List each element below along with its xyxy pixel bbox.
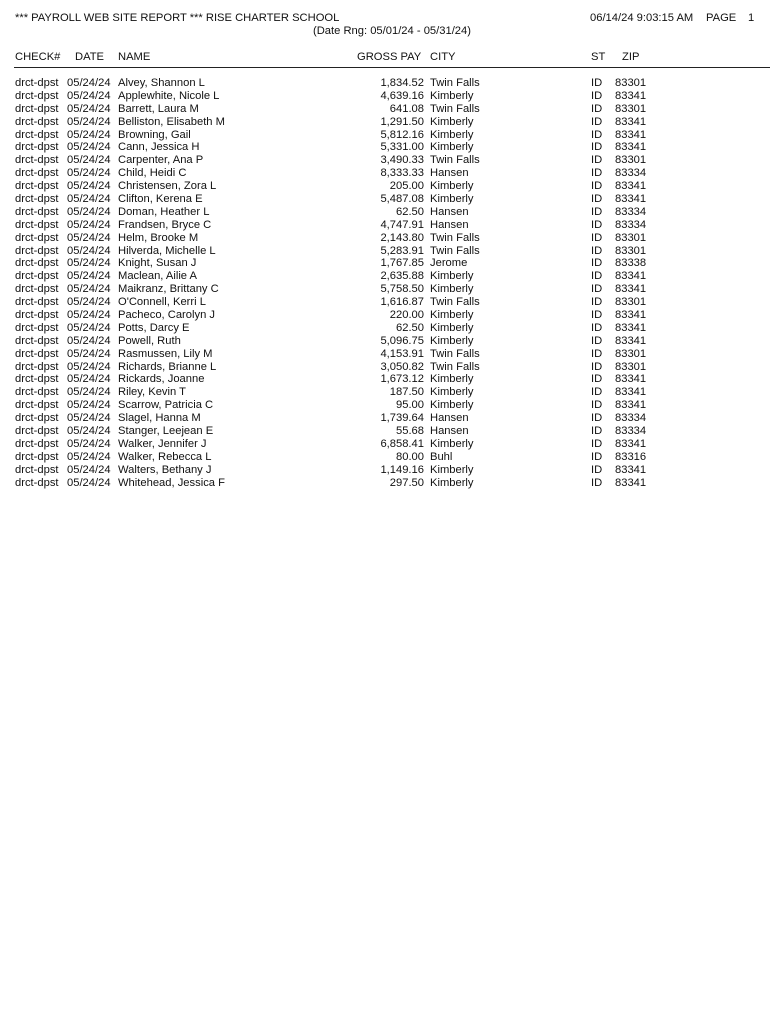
gross-pay: 62.50 [396, 205, 424, 218]
check-type: drct-dpst [15, 244, 59, 257]
table-row [0, 373, 770, 386]
column-header-date: DATE [75, 51, 105, 63]
city: Kimberly [430, 115, 474, 128]
state: ID [591, 128, 603, 141]
state: ID [591, 115, 603, 128]
state: ID [591, 425, 603, 438]
table-row [0, 386, 770, 399]
city: Kimberly [430, 373, 474, 386]
employee-name: Christensen, Zora L [118, 180, 217, 193]
check-type: drct-dpst [15, 102, 59, 115]
check-type: drct-dpst [15, 193, 59, 206]
state: ID [591, 334, 603, 347]
city: Kimberly [430, 180, 474, 193]
employee-name: Cann, Jessica H [118, 141, 200, 154]
check-type: drct-dpst [15, 167, 59, 180]
zip-code: 83341 [615, 386, 647, 399]
table-row [0, 309, 770, 322]
check-type: drct-dpst [15, 309, 59, 322]
table-row [0, 77, 770, 90]
column-header-name: NAME [118, 51, 151, 63]
check-date: 05/24/24 [67, 386, 111, 399]
gross-pay: 5,331.00 [380, 141, 424, 154]
column-header-check: CHECK# [15, 51, 61, 63]
state: ID [591, 102, 603, 115]
check-type: drct-dpst [15, 437, 59, 450]
employee-name: Rickards, Joanne [118, 373, 205, 386]
check-type: drct-dpst [15, 141, 59, 154]
gross-pay: 5,812.16 [380, 128, 424, 141]
city: Twin Falls [430, 244, 480, 257]
table-row [0, 154, 770, 167]
gross-pay: 187.50 [389, 386, 424, 399]
state: ID [591, 141, 603, 154]
gross-pay: 1,291.50 [380, 115, 424, 128]
city: Hansen [430, 167, 469, 180]
employee-name: Stanger, Leejean E [118, 425, 214, 438]
state: ID [591, 360, 603, 373]
check-type: drct-dpst [15, 115, 59, 128]
gross-pay: 1,767.85 [380, 257, 424, 270]
table-row [0, 206, 770, 219]
zip-code: 83334 [615, 412, 647, 425]
employee-name: Alvey, Shannon L [118, 77, 205, 89]
zip-code: 83301 [615, 347, 647, 360]
employee-name: Walker, Rebecca L [118, 450, 212, 463]
table-row [0, 348, 770, 361]
table-row [0, 193, 770, 206]
city: Kimberly [430, 89, 474, 102]
table-row [0, 167, 770, 180]
gross-pay: 3,490.33 [380, 154, 424, 167]
gross-pay: 205.00 [389, 180, 424, 193]
table-row [0, 129, 770, 142]
zip-code: 83341 [615, 437, 647, 450]
table-row [0, 141, 770, 154]
employee-name: Powell, Ruth [118, 334, 181, 347]
gross-pay: 6,858.41 [380, 437, 424, 450]
gross-pay: 1,673.12 [380, 373, 424, 386]
column-header-zip: ZIP [622, 51, 640, 63]
state: ID [591, 373, 603, 386]
state: ID [591, 257, 603, 270]
city: Kimberly [430, 437, 474, 450]
report-title: *** PAYROLL WEB SITE REPORT *** RISE CHARTER SCHOOL [15, 12, 340, 24]
check-date: 05/24/24 [67, 167, 111, 180]
check-date: 05/24/24 [67, 205, 111, 218]
check-date: 05/24/24 [67, 412, 111, 425]
zip-code: 83301 [615, 296, 647, 309]
table-row [0, 451, 770, 464]
city: Kimberly [430, 476, 474, 489]
check-type: drct-dpst [15, 154, 59, 167]
table-row [0, 232, 770, 245]
state: ID [591, 244, 603, 257]
employee-name: Belliston, Elisabeth M [118, 115, 225, 128]
table-row [0, 90, 770, 103]
zip-code: 83341 [615, 141, 647, 154]
state: ID [591, 321, 603, 334]
column-header-state: ST [591, 51, 606, 63]
state: ID [591, 205, 603, 218]
gross-pay: 5,758.50 [380, 283, 424, 296]
check-type: drct-dpst [15, 360, 59, 373]
employee-name: Helm, Brooke M [118, 231, 199, 244]
check-type: drct-dpst [15, 412, 59, 425]
check-date: 05/24/24 [67, 450, 111, 463]
check-date: 05/24/24 [67, 360, 111, 373]
city: Kimberly [430, 270, 474, 283]
table-row [0, 283, 770, 296]
city: Kimberly [430, 334, 474, 347]
report-date-range: (Date Rng: 05/01/24 - 05/31/24) [313, 25, 471, 37]
check-date: 05/24/24 [67, 141, 111, 154]
check-type: drct-dpst [15, 373, 59, 386]
check-date: 05/24/24 [67, 244, 111, 257]
zip-code: 83334 [615, 425, 647, 438]
zip-code: 83301 [615, 231, 647, 244]
state: ID [591, 77, 603, 89]
gross-pay: 5,096.75 [380, 334, 424, 347]
check-type: drct-dpst [15, 321, 59, 334]
employee-name: Potts, Darcy E [118, 321, 190, 334]
check-date: 05/24/24 [67, 128, 111, 141]
city: Hansen [430, 218, 469, 231]
check-date: 05/24/24 [67, 218, 111, 231]
check-date: 05/24/24 [67, 193, 111, 206]
zip-code: 83341 [615, 180, 647, 193]
check-date: 05/24/24 [67, 321, 111, 334]
check-type: drct-dpst [15, 128, 59, 141]
city: Hansen [430, 205, 469, 218]
check-type: drct-dpst [15, 450, 59, 463]
employee-name: Browning, Gail [118, 128, 191, 141]
employee-name: Child, Heidi C [118, 167, 187, 180]
city: Kimberly [430, 193, 474, 206]
gross-pay: 1,739.64 [380, 412, 424, 425]
city: Twin Falls [430, 102, 480, 115]
table-row [0, 425, 770, 438]
employee-name: Maclean, Ailie A [118, 270, 197, 283]
city: Twin Falls [430, 231, 480, 244]
table-row [0, 180, 770, 193]
zip-code: 83334 [615, 167, 647, 180]
employee-name: Applewhite, Nicole L [118, 89, 220, 102]
state: ID [591, 193, 603, 206]
zip-code: 83341 [615, 128, 647, 141]
employee-name: Rasmussen, Lily M [118, 347, 213, 360]
check-date: 05/24/24 [67, 309, 111, 322]
employee-name: Slagel, Hanna M [118, 412, 201, 425]
check-date: 05/24/24 [67, 115, 111, 128]
table-row [0, 477, 770, 490]
check-date: 05/24/24 [67, 437, 111, 450]
employee-name: Hilverda, Michelle L [118, 244, 216, 257]
city: Hansen [430, 425, 469, 438]
check-date: 05/24/24 [67, 283, 111, 296]
check-date: 05/24/24 [67, 463, 111, 476]
city: Kimberly [430, 309, 474, 322]
gross-pay: 5,283.91 [380, 244, 424, 257]
table-row [0, 103, 770, 116]
gross-pay: 641.08 [389, 102, 424, 115]
employee-name: Maikranz, Brittany C [118, 283, 219, 296]
employee-name: Richards, Brianne L [118, 360, 217, 373]
zip-code: 83316 [615, 450, 647, 463]
table-row [0, 270, 770, 283]
table-row [0, 257, 770, 270]
gross-pay: 4,747.91 [380, 218, 424, 231]
column-header-gross-pay: GROSS PAY [357, 51, 422, 63]
gross-pay: 3,050.82 [380, 360, 424, 373]
gross-pay: 4,153.91 [380, 347, 424, 360]
state: ID [591, 309, 603, 322]
employee-name: Knight, Susan J [118, 257, 197, 270]
check-type: drct-dpst [15, 77, 59, 89]
employee-name: O'Connell, Kerri L [118, 296, 206, 309]
city: Twin Falls [430, 347, 480, 360]
zip-code: 83341 [615, 476, 647, 489]
zip-code: 83301 [615, 102, 647, 115]
zip-code: 83341 [615, 463, 647, 476]
check-type: drct-dpst [15, 180, 59, 193]
table-row [0, 219, 770, 232]
check-type: drct-dpst [15, 205, 59, 218]
city: Twin Falls [430, 296, 480, 309]
state: ID [591, 296, 603, 309]
gross-pay: 55.68 [396, 425, 424, 438]
city: Kimberly [430, 463, 474, 476]
check-date: 05/24/24 [67, 270, 111, 283]
gross-pay: 2,143.80 [380, 231, 424, 244]
employee-name: Riley, Kevin T [118, 386, 186, 399]
city: Kimberly [430, 283, 474, 296]
state: ID [591, 386, 603, 399]
check-date: 05/24/24 [67, 373, 111, 386]
city: Jerome [430, 257, 468, 270]
city: Twin Falls [430, 77, 480, 89]
check-date: 05/24/24 [67, 102, 111, 115]
zip-code: 83341 [615, 321, 647, 334]
check-type: drct-dpst [15, 476, 59, 489]
state: ID [591, 89, 603, 102]
table-row [0, 464, 770, 477]
report-run-datetime: 06/14/24 9:03:15 AM [590, 12, 694, 24]
state: ID [591, 218, 603, 231]
employee-name: Scarrow, Patricia C [118, 399, 214, 412]
check-type: drct-dpst [15, 270, 59, 283]
zip-code: 83338 [615, 257, 647, 270]
check-type: drct-dpst [15, 231, 59, 244]
check-date: 05/24/24 [67, 296, 111, 309]
check-date: 05/24/24 [67, 257, 111, 270]
check-type: drct-dpst [15, 283, 59, 296]
state: ID [591, 283, 603, 296]
state: ID [591, 463, 603, 476]
zip-code: 83341 [615, 193, 647, 206]
gross-pay: 95.00 [396, 399, 424, 412]
zip-code: 83341 [615, 309, 647, 322]
zip-code: 83341 [615, 399, 647, 412]
state: ID [591, 399, 603, 412]
zip-code: 83341 [615, 334, 647, 347]
check-type: drct-dpst [15, 399, 59, 412]
city: Kimberly [430, 386, 474, 399]
table-row [0, 438, 770, 451]
state: ID [591, 167, 603, 180]
gross-pay: 1,834.52 [380, 77, 424, 89]
city: Kimberly [430, 141, 474, 154]
state: ID [591, 180, 603, 193]
employee-name: Walker, Jennifer J [118, 437, 207, 450]
city: Buhl [430, 450, 453, 463]
table-row [0, 335, 770, 348]
gross-pay: 8,333.33 [380, 167, 424, 180]
gross-pay: 4,639.16 [380, 89, 424, 102]
check-date: 05/24/24 [67, 425, 111, 438]
city: Twin Falls [430, 360, 480, 373]
gross-pay: 1,616.87 [380, 296, 424, 309]
state: ID [591, 154, 603, 167]
gross-pay: 5,487.08 [380, 193, 424, 206]
employee-name: Doman, Heather L [118, 205, 210, 218]
employee-name: Barrett, Laura M [118, 102, 199, 115]
city: Hansen [430, 412, 469, 425]
check-date: 05/24/24 [67, 231, 111, 244]
check-date: 05/24/24 [67, 334, 111, 347]
check-type: drct-dpst [15, 386, 59, 399]
check-date: 05/24/24 [67, 154, 111, 167]
check-date: 05/24/24 [67, 476, 111, 489]
zip-code: 83341 [615, 270, 647, 283]
table-row [0, 296, 770, 309]
employee-name: Carpenter, Ana P [118, 154, 204, 167]
employee-name: Pacheco, Carolyn J [118, 309, 216, 322]
check-type: drct-dpst [15, 425, 59, 438]
employee-name: Walters, Bethany J [118, 463, 212, 476]
state: ID [591, 412, 603, 425]
gross-pay: 297.50 [389, 476, 424, 489]
page-label: PAGE [706, 12, 737, 24]
zip-code: 83334 [615, 205, 647, 218]
check-type: drct-dpst [15, 257, 59, 270]
payroll-table-body [0, 77, 770, 490]
page-number: 1 [748, 12, 755, 24]
check-date: 05/24/24 [67, 89, 111, 102]
city: Twin Falls [430, 154, 480, 167]
check-date: 05/24/24 [67, 77, 111, 89]
zip-code: 83341 [615, 115, 647, 128]
state: ID [591, 347, 603, 360]
column-header-city: CITY [430, 51, 456, 63]
check-type: drct-dpst [15, 463, 59, 476]
check-type: drct-dpst [15, 296, 59, 309]
gross-pay: 1,149.16 [380, 463, 424, 476]
gross-pay: 80.00 [396, 450, 424, 463]
table-row [0, 245, 770, 258]
table-row [0, 399, 770, 412]
gross-pay: 2,635.88 [380, 270, 424, 283]
city: Kimberly [430, 399, 474, 412]
state: ID [591, 476, 603, 489]
employee-name: Clifton, Kerena E [118, 193, 203, 206]
check-date: 05/24/24 [67, 399, 111, 412]
employee-name: Frandsen, Bryce C [118, 218, 212, 231]
zip-code: 83341 [615, 283, 647, 296]
gross-pay: 220.00 [389, 309, 424, 322]
header-divider [14, 67, 770, 68]
table-row [0, 412, 770, 425]
zip-code: 83334 [615, 218, 647, 231]
check-type: drct-dpst [15, 89, 59, 102]
zip-code: 83301 [615, 154, 647, 167]
gross-pay: 62.50 [396, 321, 424, 334]
zip-code: 83341 [615, 373, 647, 386]
table-row [0, 361, 770, 374]
table-row [0, 322, 770, 335]
check-type: drct-dpst [15, 334, 59, 347]
check-type: drct-dpst [15, 347, 59, 360]
state: ID [591, 450, 603, 463]
employee-name: Whitehead, Jessica F [118, 476, 225, 489]
city: Kimberly [430, 128, 474, 141]
check-type: drct-dpst [15, 218, 59, 231]
check-date: 05/24/24 [67, 180, 111, 193]
table-row [0, 116, 770, 129]
state: ID [591, 231, 603, 244]
state: ID [591, 270, 603, 283]
check-date: 05/24/24 [67, 347, 111, 360]
city: Kimberly [430, 321, 474, 334]
zip-code: 83341 [615, 89, 647, 102]
state: ID [591, 437, 603, 450]
zip-code: 83301 [615, 360, 647, 373]
zip-code: 83301 [615, 244, 647, 257]
zip-code: 83301 [615, 77, 647, 89]
